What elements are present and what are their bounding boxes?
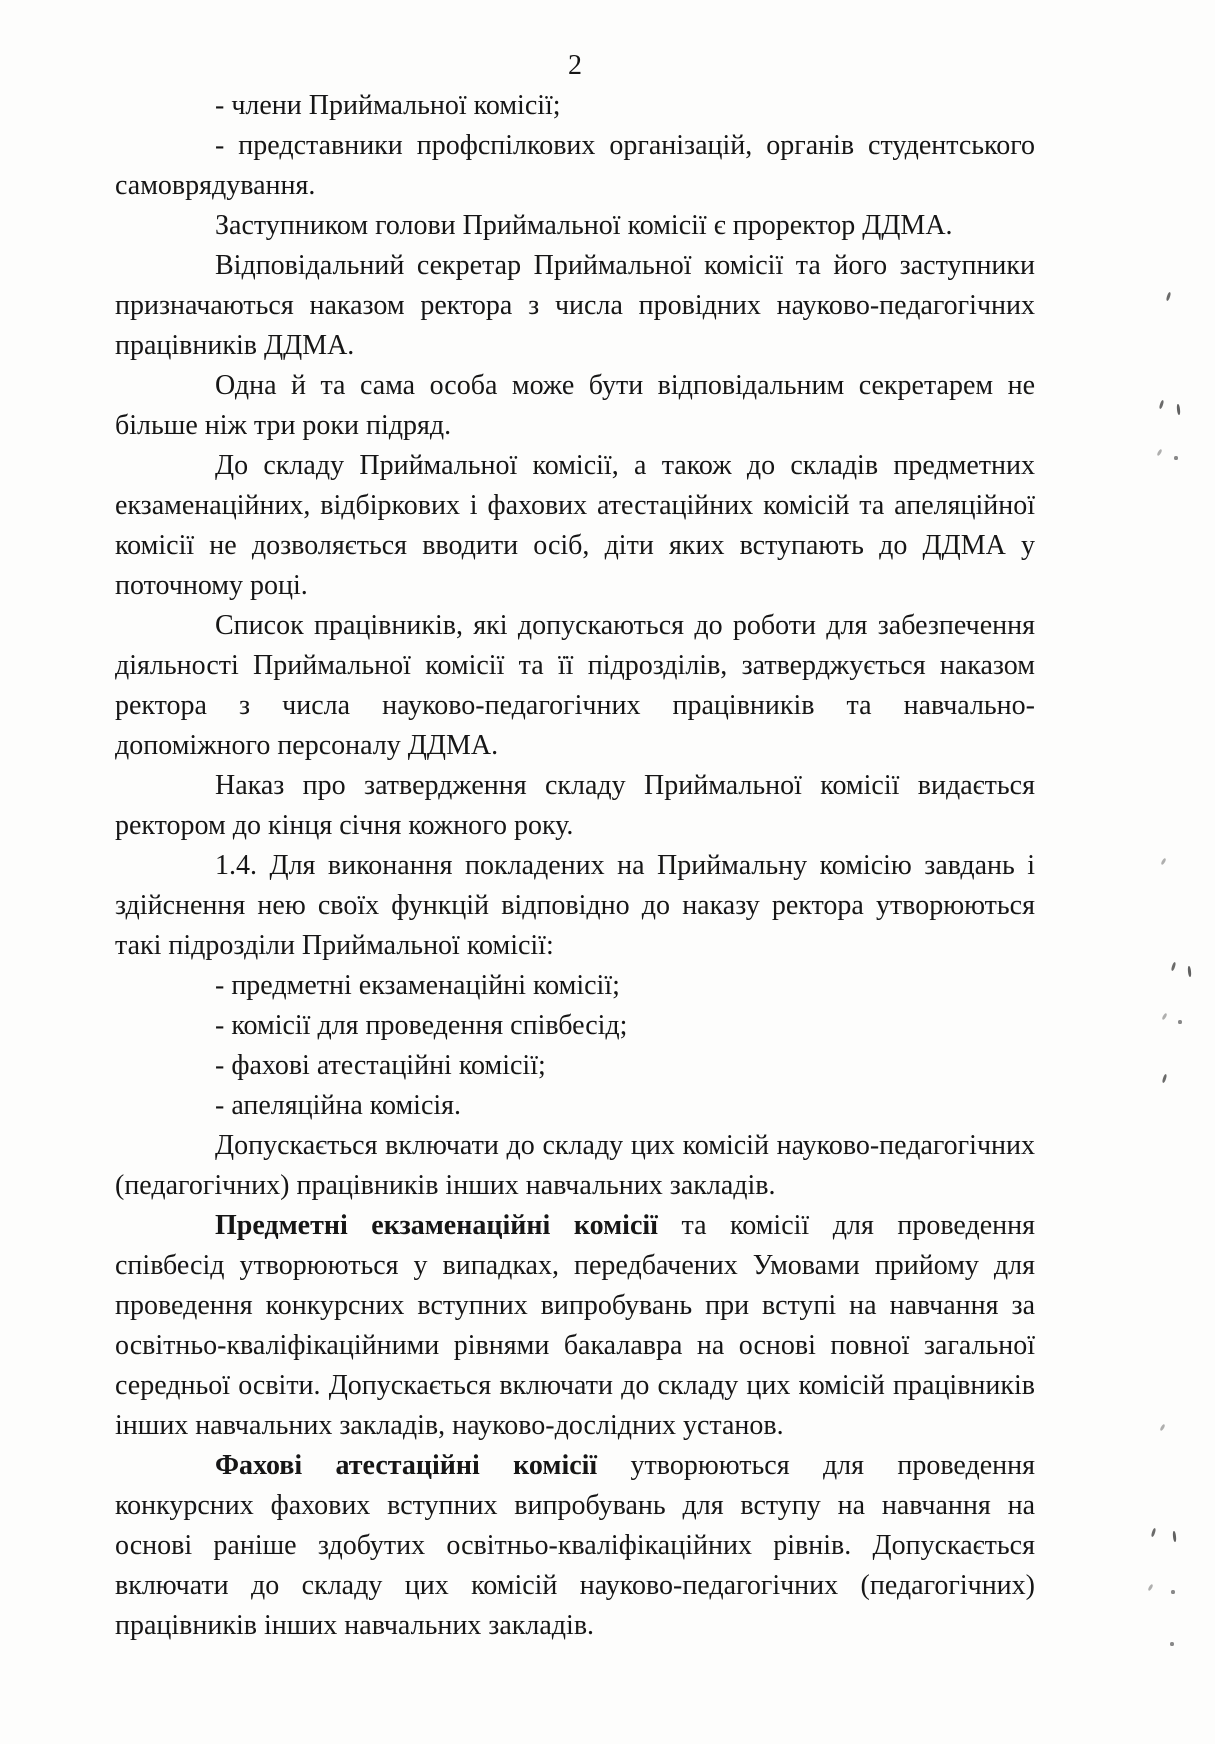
- paragraph-membership-restriction: До складу Приймальної комісії, а також до складів предметних екзаменаційних, відбіркових і фахових атестаційних комісій та апеляційної комісії не дозволяється вводити осіб, діти яких вступають до ДДМА у поточному році.: [115, 450, 1035, 601]
- scan-artifact: [1170, 1642, 1174, 1646]
- scan-artifact: [1147, 1584, 1153, 1592]
- scan-artifact: [1178, 1020, 1182, 1024]
- paragraph-text: та комісії для проведення співбесід утворюються у випадках, передбачених Умовами прийому для проведення конкурсних вступних випробувань при вступі на навчання за освітньо-кваліфікаційними рівнями бакалавра на основі повної загальної середньої освіти. Допускається включати до складу цих комісій працівників інших навчальних закладів, науково-дослідних установ.: [115, 1210, 1036, 1441]
- paragraph-subject-exam-committees-details: [115, 1206, 1035, 1446]
- scan-artifact: [1172, 1531, 1176, 1542]
- scan-artifact: [1151, 1528, 1157, 1537]
- paragraph-external-staff-allowed: Допускається включати до складу цих комісій науково-педагогічних (педагогічних) працівників інших навчальних закладів.: [115, 1130, 1035, 1201]
- scan-artifact: [1171, 962, 1177, 971]
- scan-artifact: [1159, 400, 1165, 409]
- scan-artifact: [1156, 449, 1162, 457]
- scan-artifact: [1161, 1013, 1167, 1021]
- list-item-representatives: - представники профспілкових організацій, органів студентського самоврядування.: [115, 130, 1035, 201]
- scan-artifact: [1162, 1074, 1168, 1083]
- paragraph-1-4-subdivisions: 1.4. Для виконання покладених на Приймальну комісію завдань і здійснення нею своїх функцій відповідно до наказу ректора утворюються такі підрозділи Приймальної комісії:: [115, 850, 1035, 961]
- list-item-professional-attestation-committees: - фахові атестаційні комісії;: [215, 1050, 546, 1081]
- paragraph-same-person-limit: Одна й та сама особа може бути відповідальним секретарем не більше ніж три роки підряд.: [115, 370, 1035, 441]
- paragraph-order-approval: Наказ про затвердження складу Приймальної комісії видається ректором до кінця січня кожного року.: [115, 770, 1035, 841]
- paragraph-responsible-secretary: Відповідальний секретар Приймальної комісії та його заступники призначаються наказом ректора з числа провідних науково-педагогічних працівників ДДМА.: [115, 250, 1035, 361]
- scan-artifact: [1166, 292, 1172, 301]
- scan-artifact: [1160, 858, 1166, 866]
- scan-artifact: [1187, 966, 1191, 977]
- paragraph-staff-list: Список працівників, які допускаються до роботи для забезпечення діяльності Приймальної комісії та її підрозділів, затверджується наказом ректора з числа науково-педагогічних працівників та навчально-допоміжного персоналу ДДМА.: [115, 610, 1035, 761]
- document-body: [115, 86, 1035, 1646]
- paragraph-text: утворюються для проведення конкурсних фахових вступних випробувань для вступу на навчання на основі раніше здобутих освітньо-кваліфікаційних рівнів. Допускається включати до складу цих комісій науково-педагогічних (педагогічних) працівників інших навчальних закладів.: [115, 1450, 1035, 1641]
- page-number: 2: [568, 50, 582, 81]
- bold-lead-subject-exam-committees: Предметні екзаменаційні комісії: [215, 1210, 658, 1241]
- bold-lead-professional-attestation: Фахові атестаційні комісії: [215, 1450, 598, 1481]
- list-item-appeal-committee: - апеляційна комісія.: [215, 1090, 462, 1121]
- list-item-interview-committees: - комісії для проведення співбесід;: [215, 1010, 628, 1041]
- scan-artifact: [1159, 1424, 1165, 1432]
- list-item-subject-exam-committees: - предметні екзаменаційні комісії;: [215, 970, 620, 1001]
- scan-artifact: [1176, 404, 1180, 415]
- paragraph-deputy-head: Заступником голови Приймальної комісії є проректор ДДМА.: [215, 210, 953, 241]
- scan-artifact: [1174, 456, 1178, 460]
- paragraph-professional-attestation-details: [115, 1446, 1035, 1646]
- scan-artifact: [1171, 1590, 1175, 1594]
- list-item-members: - члени Приймальної комісії;: [215, 90, 561, 121]
